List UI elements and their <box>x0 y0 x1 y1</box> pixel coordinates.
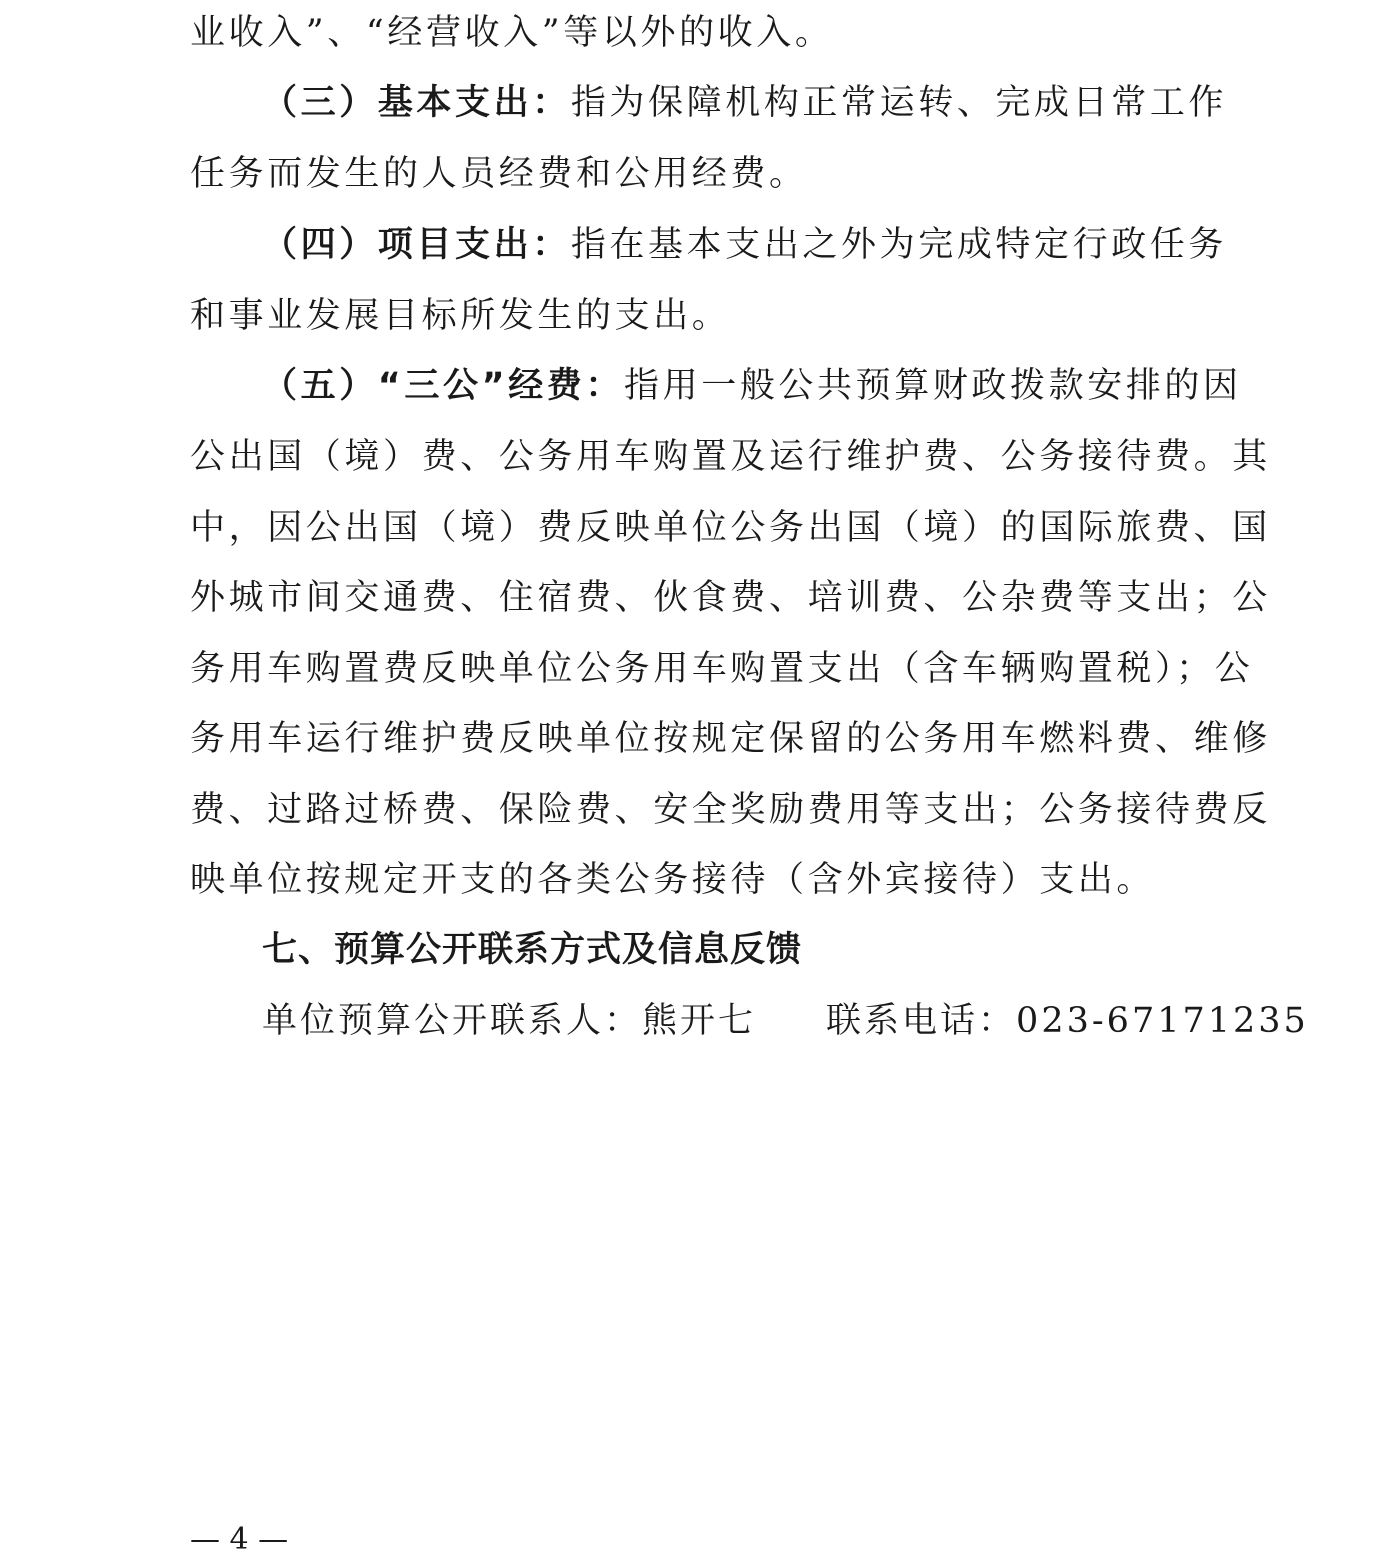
contact-person-label: 单位预算公开联系人： <box>262 1001 643 1041</box>
paragraph-line: 任务而发生的人员经费和公用经费。 <box>190 154 808 194</box>
paragraph-basic-expenditure <box>262 78 1228 128</box>
paragraph-line: 映单位按规定开支的各类公务接待（含外宾接待）支出。 <box>190 860 1156 900</box>
paragraph-line: 费、过路过桥费、保险费、安全奖励费用等支出；公务接待费反 <box>190 790 1271 830</box>
paragraph-line: 中，因公出国（境）费反映单位公务出国（境）的国际旅费、国 <box>190 508 1271 548</box>
phone-number: 023-67171235 <box>1016 1001 1309 1041</box>
paragraph-line: 务用车运行维护费反映单位按规定保留的公务用车燃料费、维修 <box>190 719 1271 759</box>
paragraph-three-public-expenses <box>262 361 1242 411</box>
term-definition: 指用一般公共预算财政拨款安排的因 <box>624 366 1242 406</box>
page-number: — 4 — <box>190 1522 289 1557</box>
term-definition: 指在基本支出之外为完成特定行政任务 <box>570 225 1228 265</box>
section-heading: 七、预算公开联系方式及信息反馈 <box>262 930 803 970</box>
term-label: （三）基本支出： <box>262 83 571 123</box>
phone-label: 联系电话： <box>826 1001 1017 1041</box>
paragraph-project-expenditure <box>262 220 1228 270</box>
paragraph-line: 业收入”、“经营收入”等以外的收入。 <box>190 13 834 53</box>
term-label: （四）项目支出： <box>262 225 571 265</box>
term-definition: 指为保障机构正常运转、完成日常工作 <box>570 83 1228 123</box>
paragraph-line: 外城市间交通费、住宿费、伙食费、培训费、公杂费等支出；公 <box>190 578 1271 618</box>
term-label: （五）“三公”经费： <box>262 366 625 406</box>
paragraph-line: 和事业发展目标所发生的支出。 <box>190 296 731 336</box>
paragraph-line: 务用车购置费反映单位公务用车购置支出（含车辆购置税）；公 <box>190 649 1254 689</box>
paragraph-line: 公出国（境）费、公务用车购置及运行维护费、公务接待费。其 <box>190 437 1271 477</box>
contact-line <box>262 996 1309 1046</box>
contact-person: 熊开七 <box>642 1001 757 1041</box>
